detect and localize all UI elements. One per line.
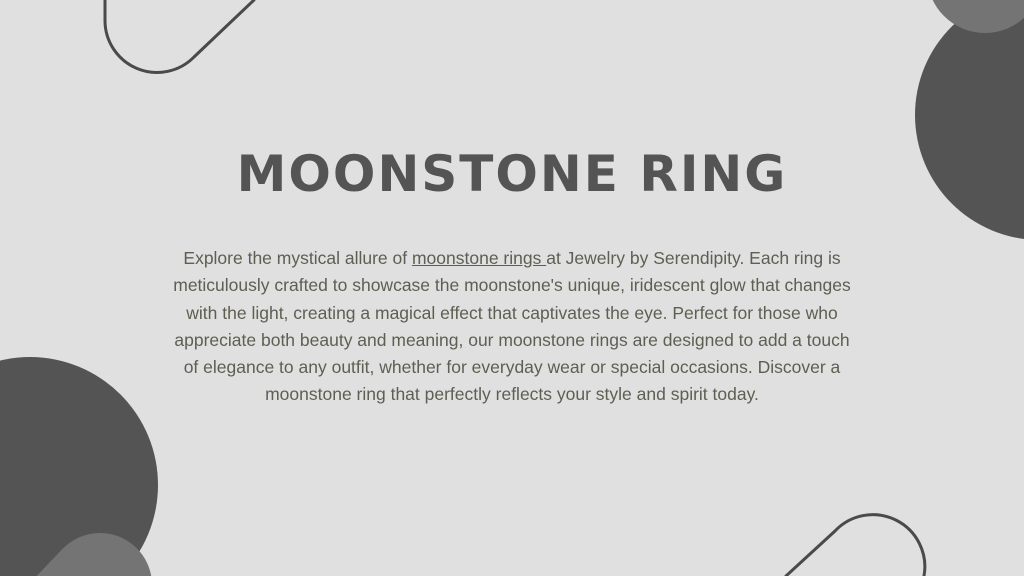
description-paragraph	[172, 245, 852, 409]
moonstone-rings-link[interactable]: moonstone rings	[411, 248, 547, 268]
page-title: MOONSTONE RING	[236, 145, 788, 203]
top-left-pill-outline	[105, 0, 254, 72]
bottom-right-pill-outline	[786, 515, 925, 576]
description-text-rest: at Jewelry by Serendipity. Each ring is meticulously crafted to showcase the moonstone's unique, iridescent glow that changes with the light, creating a magical effect that captivates the eye. Perfect for those who appreciate both beauty and meaning, our moonstone rings are designed to add a touch of elegance to any outfit, whether for everyday wear or special occasions. Discover a moonstone ring that perfectly reflects your style and spirit today.	[173, 248, 851, 405]
description-text-start: Explore the mystical allure of	[183, 248, 412, 268]
